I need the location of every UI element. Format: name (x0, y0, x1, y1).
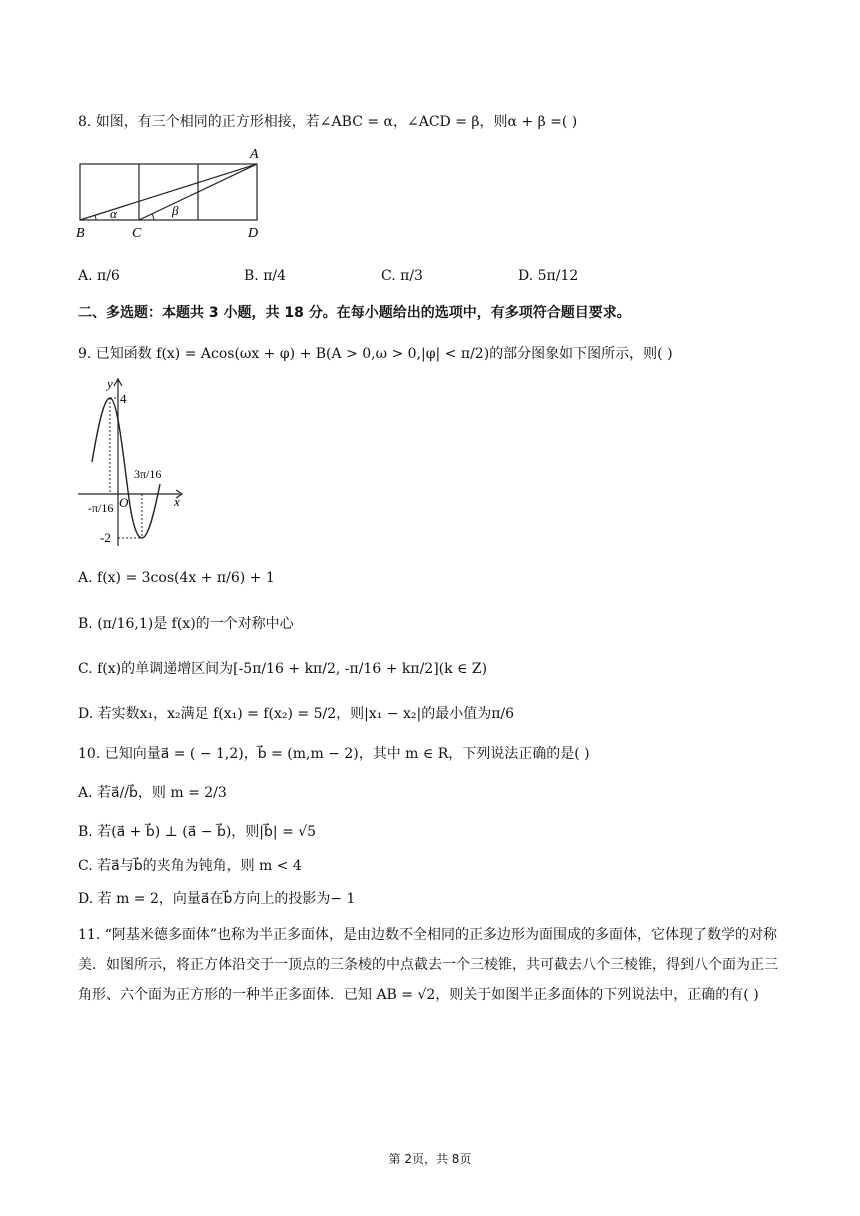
q9-graph (74, 374, 194, 554)
q9-y-label: y (107, 376, 113, 391)
q9-origin-label: O (119, 495, 129, 510)
q10-option-d: D. 若 m = 2，向量a⃗在b⃗方向上的投影为− 1 (78, 891, 356, 907)
q8-label-A: A (250, 147, 259, 162)
q9-left-tick-label: -π/16 (88, 501, 114, 515)
q9-right-tick-label: 3π/16 (134, 467, 162, 481)
q9-option-c: C. f(x)的单调递增区间为[-5π/16 + kπ/2, -π/16 + kπ/2](k ∈ Z) (78, 661, 488, 677)
q9-option-a: A. f(x) = 3cos(4x + π/6) + 1 (78, 570, 275, 586)
q11-stem: 11. “阿基米德多面体”也称为半正多面体，是由边数不全相同的正多边形为面围成的多面体，它体现了数学的对称美．如图所示，将正方体沿交于一顶点的三条棱的中点截去一个三棱锥，共可截去八个三棱锥，得到八个面为正三角形、六个面为正方形的一种半正多面体．已知 AB = √2，则关于如图半正多面体的下列说法中，正确的有( ) (78, 927, 778, 1003)
q8-angle-arc-alpha (95, 215, 96, 220)
q8-figure (74, 142, 274, 242)
q8-option-b: B. π/4 (244, 268, 287, 284)
q9-stem: 9. 已知函数 f(x) = Acos(ωx + φ) + B(A > 0,ω > 0,|φ| < π/2)的部分图象如下图所示，则( ) (78, 346, 673, 362)
q8-label-C: C (132, 226, 142, 241)
q8-option-a: A. π/6 (78, 268, 120, 284)
q8-angle-arc-beta (152, 214, 154, 220)
q10-option-a: A. 若a⃗//b⃗，则 m = 2/3 (78, 785, 227, 801)
section-heading: 二、多选题：本题共 3 小题，共 18 分。在每小题给出的选项中，有多项符合题目要求。 (78, 305, 631, 321)
page-footer: 第 2页，共 8页 (388, 1152, 472, 1166)
q9-min-label: -2 (100, 530, 111, 545)
q10-option-c: C. 若a⃗与b⃗的夹角为钝角，则 m < 4 (78, 858, 302, 874)
q8-label-B: B (76, 226, 85, 241)
q10-stem: 10. 已知向量a⃗ = ( − 1,2)，b⃗ = (m,m − 2)，其中 m ∈ R，下列说法正确的是( ) (78, 746, 590, 762)
q8-line-BA (80, 164, 257, 220)
q8-option-d: D. 5π/12 (518, 268, 579, 284)
q8-stem: 8. 如图，有三个相同的正方形相接，若∠ABC = α，∠ACD = β，则α + β =( ) (78, 114, 578, 130)
q9-option-d: D. 若实数x₁，x₂满足 f(x₁) = f(x₂) = 5/2，则|x₁ − x₂|的最小值为π/6 (78, 706, 515, 722)
q9-option-b: B. (π/16,1)是 f(x)的一个对称中心 (78, 616, 294, 632)
q9-max-label: 4 (120, 391, 127, 406)
q8-label-alpha: α (110, 206, 117, 221)
q10-option-b: B. 若(a⃗ + b⃗) ⊥ (a⃗ − b⃗)，则|b⃗| = √5 (78, 824, 317, 840)
q8-label-beta: β (172, 203, 179, 218)
q8-label-D: D (248, 226, 259, 241)
q9-x-label: x (174, 494, 180, 509)
q8-option-c: C. π/3 (381, 268, 423, 284)
